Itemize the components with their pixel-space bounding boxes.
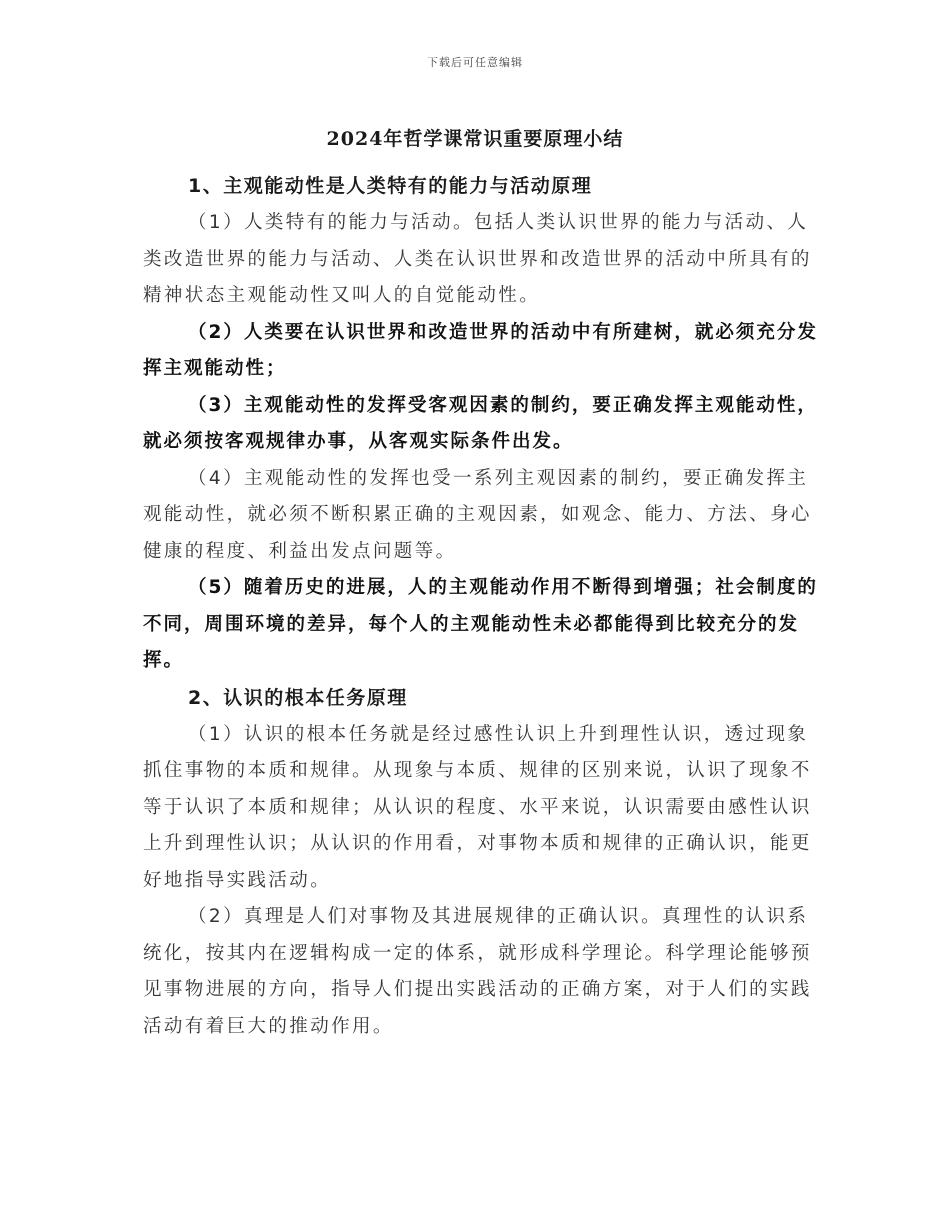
section-heading-1: 1、主观能动性是人类特有的能力与活动原理 xyxy=(188,175,593,197)
document-body xyxy=(143,168,823,1045)
section-1-paragraph-3: （3）主观能动性的发挥受客观因素的制约，要正确发挥主观能动性，就必须按客观规律办事，从客观实际条件出发。 xyxy=(143,394,818,452)
section-heading-2: 2、认识的根本任务原理 xyxy=(188,686,408,709)
section-1-paragraph-4: （4）主观能动性的发挥也受一系列主观因素的制约，要正确发挥主观能动性，就必须不断积累正确的主观因素，如观念、能力、方法、身心健康的程度、利益出发点问题等。 xyxy=(143,467,812,562)
section-1-paragraph-2: （2）人类要在认识世界和改造世界的活动中有所建树，就必须充分发挥主观能动性； xyxy=(143,321,818,379)
section-2-paragraph-1: （1）认识的根本任务就是经过感性认识上升到理性认识，透过现象抓住事物的本质和规律。从现象与本质、规律的区别来说，认识了现象不等于认识了本质和规律；从认识的程度、水平来说，认识需要由感性认识上升到理性认识；从认识的作用看，对事物本质和规律的正确认识，能更好地指导实践活动。 xyxy=(143,723,812,891)
header-note: 下载后可任意编辑 xyxy=(427,56,523,69)
section-2-paragraph-2: （2）真理是人们对事物及其进展规律的正确认识。真理性的认识系统化，按其内在逻辑构成一定的体系，就形成科学理论。科学理论能够预见事物进展的方向，指导人们提出实践活动的正确方案，对于人们的实践活动有着巨大的推动作用。 xyxy=(143,906,812,1037)
document-title: 2024年哲学课常识重要原理小结 xyxy=(326,128,624,150)
section-1-paragraph-1: （1）人类特有的能力与活动。包括人类认识世界的能力与活动、人类改造世界的能力与活动、人类在认识世界和改造世界的活动中所具有的精神状态主观能动性又叫人的自觉能动性。 xyxy=(143,212,812,306)
section-1-paragraph-5: （5）随着历史的进展，人的主观能动作用不断得到增强；社会制度的不同，周围环境的差异，每个人的主观能动性未必都能得到比较充分的发挥。 xyxy=(143,577,818,671)
